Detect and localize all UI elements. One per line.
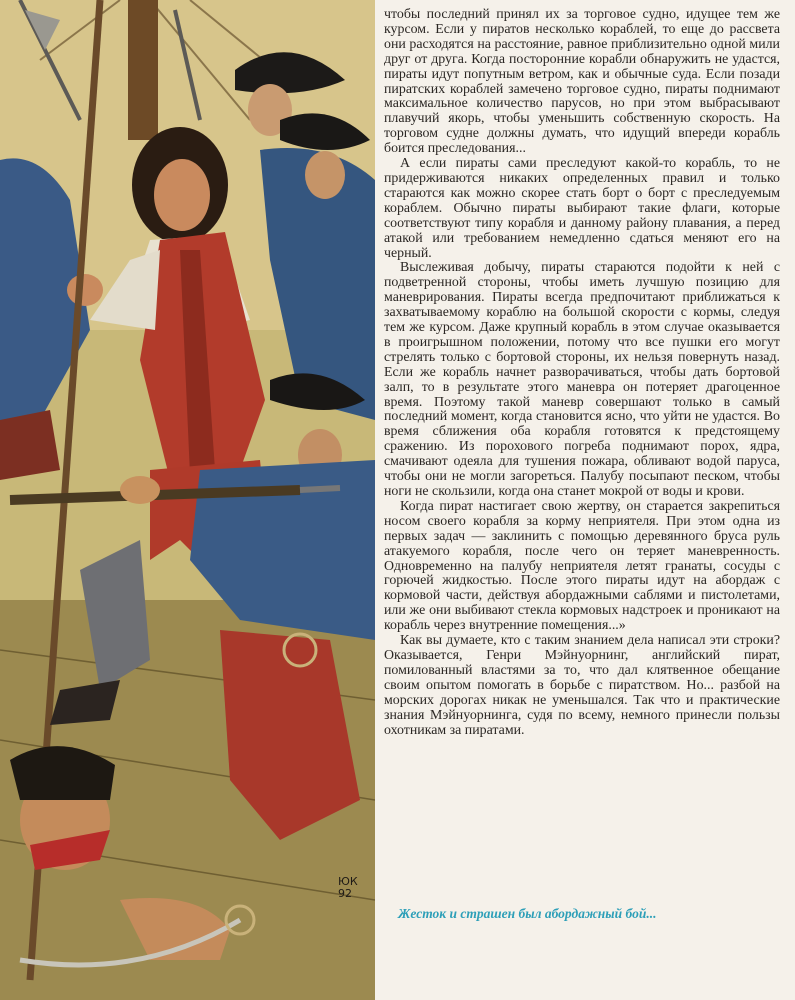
article-paragraph: Как вы думаете, кто с таким знанием дела написал эти строки? Оказывается, Генри Мэйнуорнинг, английский пират, помилованный властями за то, что дал клятвенное обещание своим опытом помогать в борьбе с пиратством. Но... разбой на морских дорогах никак не уменьшался. Так что и практические знания Мэйнуорнинга, судя по всему, немного принесли пользы охотникам за пиратами. xyxy=(384,633,780,738)
article-paragraph: чтобы последний принял их за торговое судно, идущее тем же курсом. Если у пиратов несколько кораблей, то еще до рассвета они расходятся на расстояние, равное приблизительно одной мили друг от друга. Когда посторонние корабли обнаружить не удастся, пираты идут попутным ветром, как и обычные суда. Если позади пиратских кораблей замечено торговое судно, пираты поднимают максимальное количество парусов, но при этом выбрасывают плавучий якорь, чтобы уменьшить собственную скорость. На торговом судне должны думать, что идущий впереди корабль боится преследования... xyxy=(384,7,780,157)
illustration-caption: Жесток и страшен был абордажный бой... xyxy=(398,906,657,921)
boarding-fight-illustration xyxy=(0,0,375,1000)
artist-signature: ЮК 92 xyxy=(338,875,358,900)
article-body xyxy=(384,8,780,738)
article-paragraph: А если пираты сами преследуют какой-то корабль, то не придерживаются никаких определенных правил и только стараются как можно скорее стать борт о борт с преследуемым кораблем. Обычно пираты выбирают такие флаги, которые соответствуют типу корабля и данному району плавания, а перед атакой или требованием немедленно сдаться меняют его на черный. xyxy=(384,156,780,261)
article-paragraph: Когда пират настигает свою жертву, он старается закрепиться носом своего корабля за корму неприятеля. При этом одна из первых задач — заклинить с помощью деревянного бруса руль атакуемого корабля, после чего он теряет маневренность. Одновременно на палубу неприятеля летят гранаты, сосуды с горючей жидкостью. После этого пираты идут на абордаж с кормовой части, действуя абордажными саблями и пистолетами, или же они выбивают стекла кормовых надстроек и проникают на корабль через внутренние помещения...» xyxy=(384,498,780,634)
article-paragraph: Выслеживая добычу, пираты стараются подойти к ней с подветренной стороны, чтобы иметь лучшую позицию для маневрирования. Пираты всегда предпочитают приближаться к захватываемому кораблю на большой скорости с кормы, следуя тем же курсом. Даже крупный корабль в этом случае оказывается в проигрышном положении, потому что все пушки его могут стрелять только с бортовой стороны, их нельзя повернуть назад. Если же корабль начнет разворачиваться, чтобы дать бортовой залп, то в результате этого маневра он потеряет драгоценное время. Поэтому такой маневр совершают только в самый последний момент, когда становится ясно, что уйти не удастся. Во время сближения оба корабля готовятся к предстоящему сражению. Из порохового погреба поднимают порох, ядра, смачивают одеяла для тушения пожара, обливают водой паруса, чтобы они не могли загореться. Палубу посыпают песком, чтобы ноги не скользили, когда она станет мокрой от воды и крови. xyxy=(384,260,780,499)
